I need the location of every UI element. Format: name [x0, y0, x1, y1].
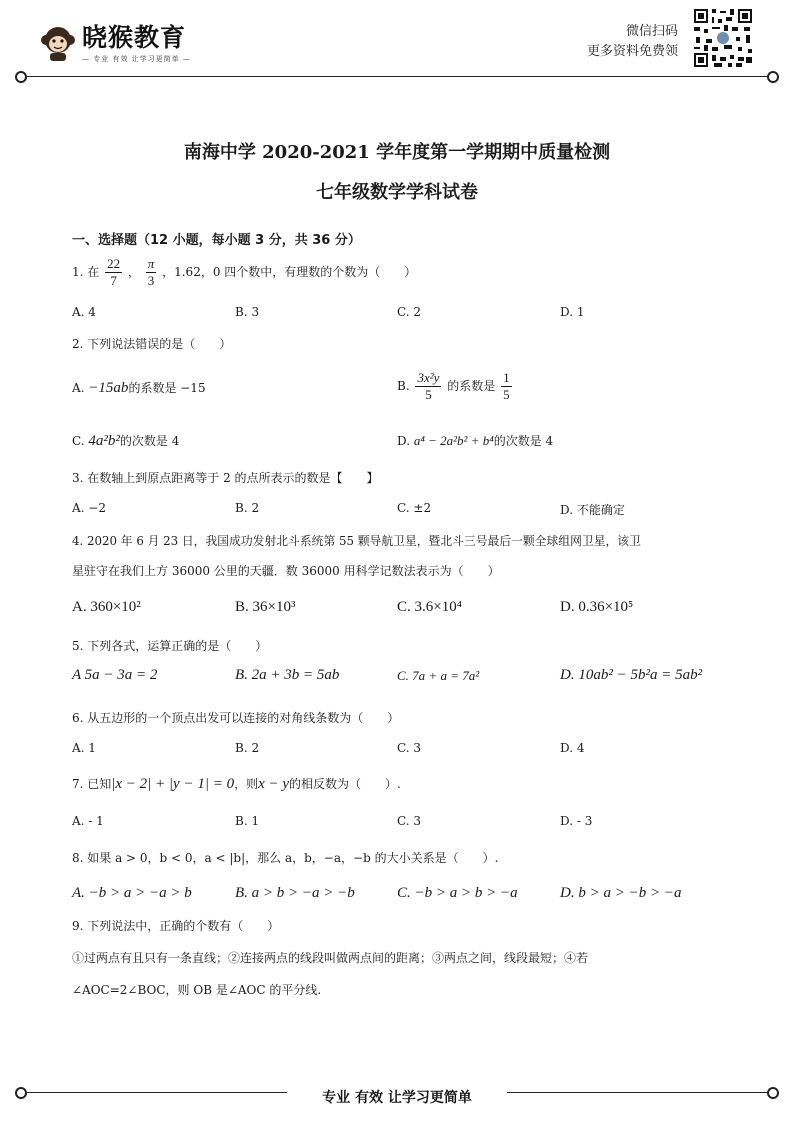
q3-option-a[interactable]: A. −2 [72, 501, 106, 515]
header-rule [27, 76, 767, 77]
question-8: 8. 如果 a > 0，b < 0，a < |b|，那么 a，b，−a，−b 的大小关系是（ ）. [72, 851, 499, 865]
q1-option-a[interactable]: A. 4 [72, 305, 96, 319]
q2-b-label: B. [397, 379, 410, 393]
q8-option-b[interactable]: B. a > b > −a > −b [235, 885, 355, 901]
fraction-pi-3 [146, 256, 157, 289]
q2-b-coef-fraction [501, 370, 512, 403]
q1-f1-den: 7 [110, 273, 117, 288]
q2-option-a[interactable] [72, 379, 206, 397]
brand-slogan: — 专业 有效 让学习更简单 — [82, 55, 191, 63]
q2-b-text: 的系数是 [447, 379, 496, 393]
q8-option-a[interactable]: A. −b > a > −a > b [72, 885, 192, 901]
exam-title: 南海中学 2020-2021 学年度第一学期期中质量检测 [183, 142, 611, 163]
q2-d-math: a⁴ − 2a²b² + b⁴ [413, 433, 494, 448]
q2-a-math: −15ab [88, 380, 129, 396]
q1-option-d[interactable]: D. 1 [560, 305, 585, 319]
q2-option-b[interactable] [397, 370, 514, 403]
q6-option-d[interactable]: D. 4 [560, 741, 585, 755]
q2-b-num: 3x²y [417, 370, 440, 385]
q2-option-c[interactable] [72, 432, 179, 450]
header-rule-left-dot [15, 71, 27, 83]
q6-option-c[interactable]: C. 3 [397, 741, 422, 755]
brand-name: 晓猴教育 [82, 23, 187, 52]
q2-d-label: D. [397, 434, 411, 448]
q7-option-d[interactable]: D. - 3 [560, 814, 593, 828]
q7-option-c[interactable]: C. 3 [397, 814, 422, 828]
question-4-line-2: 星驻守在我们上方 36000 公里的天疆．数 36000 用科学记数法表示为（ ） [72, 564, 500, 578]
question-9-statements-1: ①过两点有且只有一条直线；②连接两点的线段叫做两点间的距离；③两点之间，线段最短；④若 [72, 951, 589, 965]
question-7 [72, 775, 401, 793]
q7-pre: 7. 已知 [72, 777, 112, 791]
question-9-statements-2: ∠AOC=2∠BOC，则 OB 是∠AOC 的平分线. [72, 983, 322, 997]
q6-option-a[interactable]: A. 1 [72, 741, 96, 755]
q2-a-label: A. [72, 381, 85, 395]
question-4-line-1: 4. 2020 年 6 月 23 日，我国成功发射北斗系统第 55 颗导航卫星，暨北斗三号最后一颗全球组网卫星，该卫 [72, 534, 641, 548]
footer-rule-right [507, 1092, 767, 1093]
q4-option-c[interactable]: C. 3.6×10⁴ [397, 599, 462, 615]
q7-option-a[interactable]: A. - 1 [72, 814, 104, 828]
question-2: 2. 下列说法错误的是（ ） [72, 337, 232, 351]
q2-b-fn: 1 [503, 370, 510, 385]
q6-option-b[interactable]: B. 2 [235, 741, 260, 755]
q1-option-b[interactable]: B. 3 [235, 305, 260, 319]
q5-option-c[interactable]: C. 7a + a = 7a² [397, 668, 480, 683]
q1-f1-num: 22 [107, 256, 121, 271]
q5-option-b[interactable]: B. 2a + 3b = 5ab [235, 667, 340, 683]
q2-c-math: 4a²b² [88, 433, 120, 449]
q2-b-fd: 5 [503, 387, 510, 402]
q1-pre: 1. 在 [72, 265, 100, 279]
promo-line-1: 微信扫码 [625, 24, 678, 39]
q1-f2-num: π [147, 256, 155, 271]
q8-option-c[interactable]: C. −b > a > b > −a [397, 885, 518, 901]
monkey-mascot-icon [38, 24, 78, 62]
q2-a-text: 的系数是 −15 [128, 381, 206, 395]
q1-option-c[interactable]: C. 2 [397, 305, 422, 319]
q5-option-d[interactable]: D. 10ab² − 5b²a = 5ab² [560, 667, 703, 683]
q2-option-d[interactable] [397, 432, 553, 449]
fraction-22-7 [105, 256, 122, 289]
q7-mid: ，则 [234, 777, 259, 791]
q4-option-b[interactable]: B. 36×10³ [235, 599, 296, 615]
q5-option-a[interactable]: A 5a − 3a = 2 [72, 667, 158, 683]
q4-option-d[interactable]: D. 0.36×10⁵ [560, 599, 634, 615]
q8-option-d[interactable]: D. b > a > −b > −a [560, 885, 682, 901]
q7-option-b[interactable]: B. 1 [235, 814, 260, 828]
q7-math-2: x − y [258, 776, 290, 792]
q7-post: 的相反数为（ ）. [289, 777, 401, 791]
question-6: 6. 从五边形的一个顶点出发可以连接的对角线条数为（ ） [72, 711, 400, 725]
q3-option-b[interactable]: B. 2 [235, 501, 260, 515]
question-5: 5. 下列各式，运算正确的是（ ） [72, 639, 268, 653]
q1-sep: ， [127, 265, 140, 279]
q3-option-c[interactable]: C. ±2 [397, 501, 432, 515]
promo-line-2: 更多资料免费领 [586, 44, 678, 59]
question-9: 9. 下列说法中，正确的个数有（ ） [72, 919, 280, 933]
q2-c-label: C. [72, 434, 85, 448]
q3-option-d[interactable]: D. 不能确定 [560, 503, 625, 517]
q2-d-text: 的次数是 4 [493, 434, 554, 448]
q2-b-den: 5 [425, 387, 432, 402]
q4-option-a[interactable]: A. 360×10² [72, 599, 141, 615]
exam-subtitle: 七年级数学学科试卷 [316, 182, 478, 203]
q1-f2-den: 3 [147, 273, 155, 288]
promo-text [587, 22, 678, 62]
q2-c-text: 的次数是 4 [119, 434, 180, 448]
footer-rule-right-dot [767, 1087, 779, 1099]
question-3: 3. 在数轴上到原点距离等于 2 的点所表示的数是【 】 [72, 471, 379, 485]
qr-code-icon[interactable] [692, 7, 754, 69]
q1-post: ，1.62，0 四个数中，有理数的个数为（ ） [162, 265, 417, 279]
brand-logo [38, 24, 191, 64]
section-heading: 一、选择题（12 小题，每小题 3 分，共 36 分） [72, 233, 361, 248]
footer-slogan: 专业 有效 让学习更简单 [322, 1090, 472, 1106]
q7-math: |x − 2| + |y − 1| = 0 [111, 776, 235, 792]
question-1 [72, 256, 416, 289]
header-rule-right-dot [767, 71, 779, 83]
q2-b-fraction [415, 370, 441, 403]
